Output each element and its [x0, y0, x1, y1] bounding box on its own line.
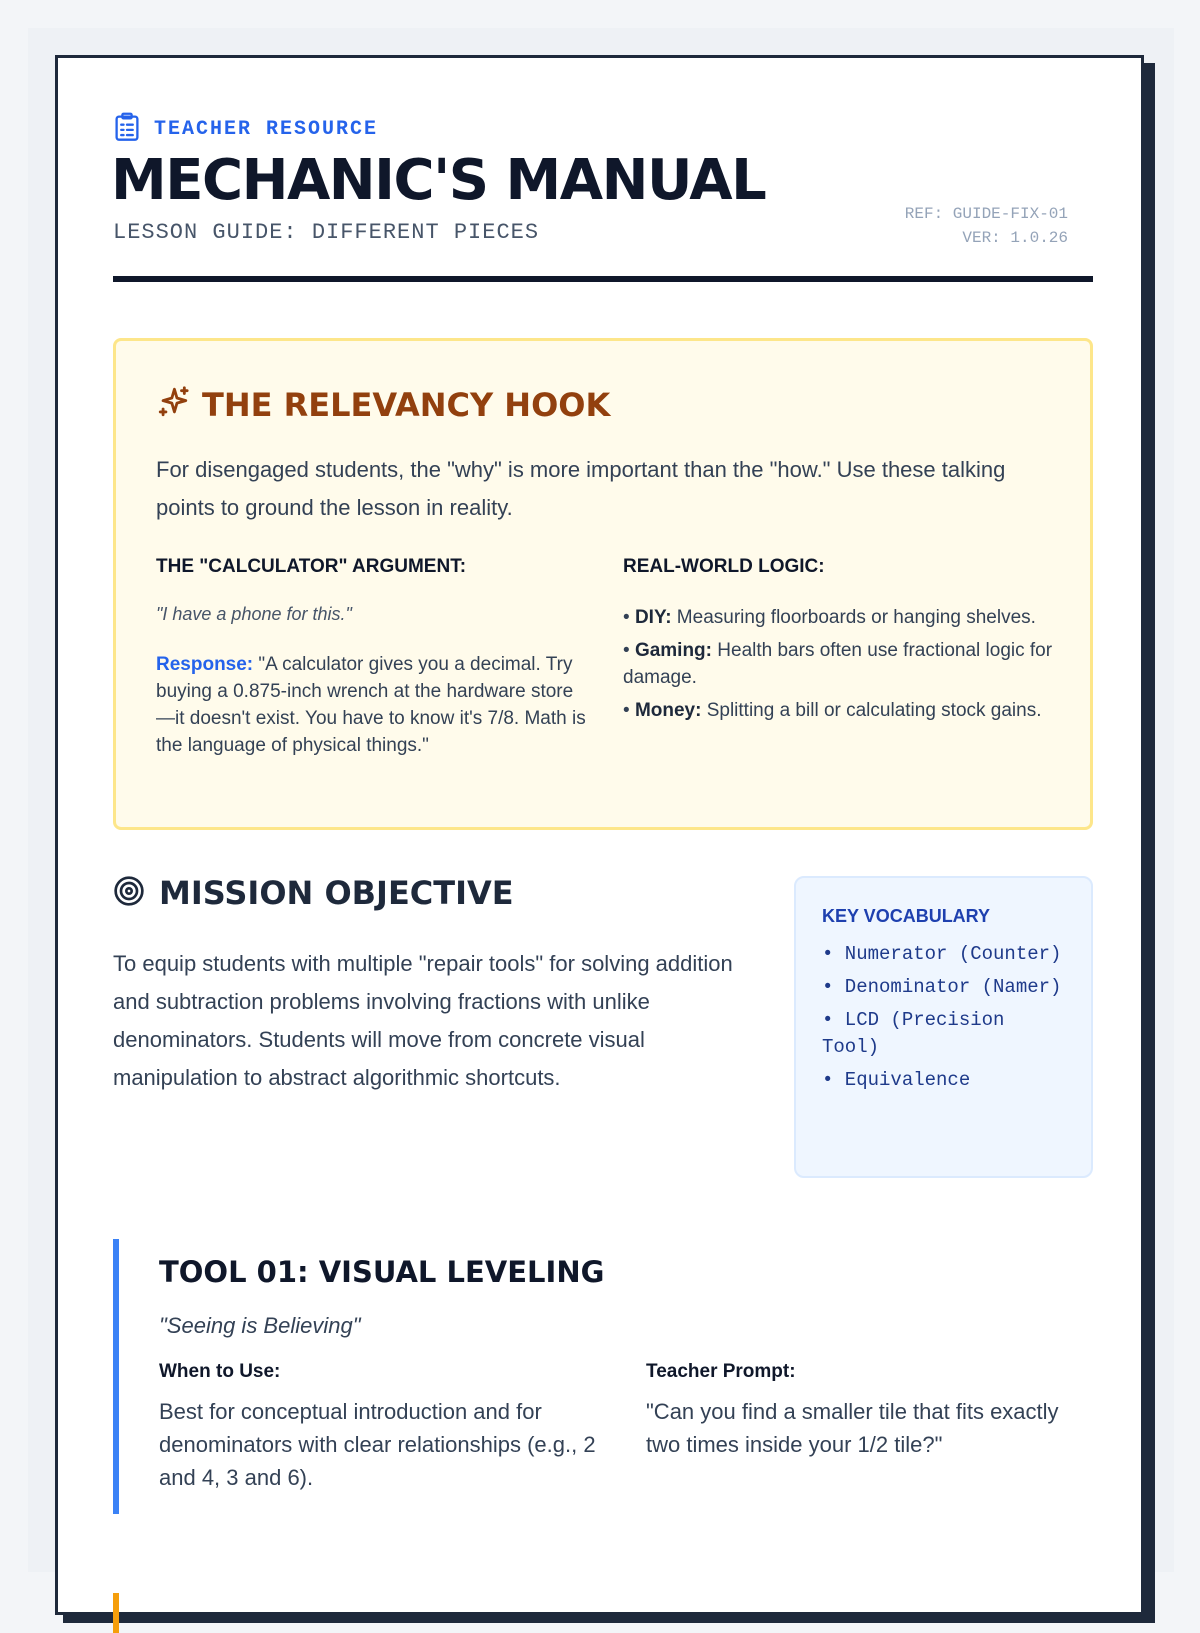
ref-code: REF: GUIDE-FIX-01 [904, 205, 1068, 223]
eyebrow-label: TEACHER RESOURCE [154, 118, 379, 141]
logic-item: • DIY: Measuring floorboards or hanging shelves. [623, 607, 1036, 628]
relevancy-hook-box [113, 338, 1093, 830]
when-heading: When to Use: [159, 1361, 281, 1382]
logic-item-text: Splitting a bill or calculating stock gains. [701, 700, 1042, 721]
eyebrow [113, 112, 378, 147]
mission-heading [113, 874, 514, 912]
calculator-argument [156, 556, 586, 759]
when-text: Best for conceptual introduction and for denominators with clear relationships (e.g., 2 and 4, 3 and 6). [159, 1399, 596, 1490]
prompt-heading: Teacher Prompt: [646, 1361, 796, 1382]
mission-title: MISSION OBJECTIVE [159, 874, 514, 912]
page-subtitle: LESSON GUIDE: DIFFERENT PIECES [113, 220, 540, 245]
hook-title: THE RELEVANCY HOOK [202, 385, 611, 424]
response-text [156, 651, 586, 759]
real-world-logic [623, 556, 1053, 730]
key-vocabulary-box [794, 876, 1093, 1178]
target-icon [113, 875, 145, 912]
logic-item: • Gaming: Health bars often use fractional logic for damage. [623, 640, 1053, 688]
logic-item-label: DIY: [634, 607, 672, 628]
student-quote: "I have a phone for this." [156, 604, 352, 624]
doc-meta [905, 202, 1068, 250]
tool-title: TOOL 01: VISUAL LEVELING [159, 1255, 605, 1289]
header-divider [113, 276, 1093, 282]
hook-heading [156, 385, 610, 424]
mission-text: To equip students with multiple "repair tools" for solving addition and subtraction problems involving fractions with unlike denominators. Students will move from concrete visual manipulation to abstract algorithmic shortcuts. [113, 951, 733, 1090]
response-label: Response: [156, 654, 254, 675]
page-title: MECHANIC'S MANUAL [111, 148, 766, 213]
vocab-item: • LCD (Precision Tool) [822, 1009, 1005, 1058]
hook-intro: For disengaged students, the "why" is more important than the "how." Use these talking points to ground the lesson in reality. [156, 457, 1006, 520]
version-code: VER: 1.0.26 [962, 229, 1068, 247]
calculator-heading: THE "CALCULATOR" ARGUMENT: [156, 556, 467, 577]
vocab-title: KEY VOCABULARY [822, 906, 991, 926]
next-tool-accent-bar [113, 1593, 119, 1633]
when-to-use [159, 1361, 609, 1494]
vocab-item: • Equivalence [822, 1069, 971, 1091]
logic-heading: REAL-WORLD LOGIC: [623, 556, 825, 577]
logic-item-label: Gaming: [634, 640, 712, 661]
teacher-prompt [646, 1361, 1096, 1461]
logic-item: • Money: Splitting a bill or calculating stock gains. [623, 700, 1042, 721]
logic-item-label: Money: [634, 700, 702, 721]
vocab-item: • Denominator (Namer) [822, 976, 1062, 998]
response-body: "A calculator gives you a decimal. Try buying a 0.875-inch wrench at the hardware store—it doesn't exist. You have to know it's 7/8. Math is the language of physical things." [156, 654, 586, 756]
sparkles-icon [156, 385, 190, 424]
document-sheet [55, 55, 1144, 1615]
logic-item-text: Measuring floorboards or hanging shelves. [671, 607, 1036, 628]
tool-subtitle: "Seeing is Believing" [159, 1313, 361, 1338]
clipboard-list-icon [113, 112, 141, 147]
vocab-item: • Numerator (Counter) [822, 943, 1062, 965]
logic-item-text: Health bars often use fractional logic for damage. [623, 640, 1053, 688]
tool-card-visual-leveling [113, 1239, 1099, 1514]
prompt-text: "Can you find a smaller tile that fits exactly two times inside your 1/2 tile?" [646, 1399, 1059, 1457]
